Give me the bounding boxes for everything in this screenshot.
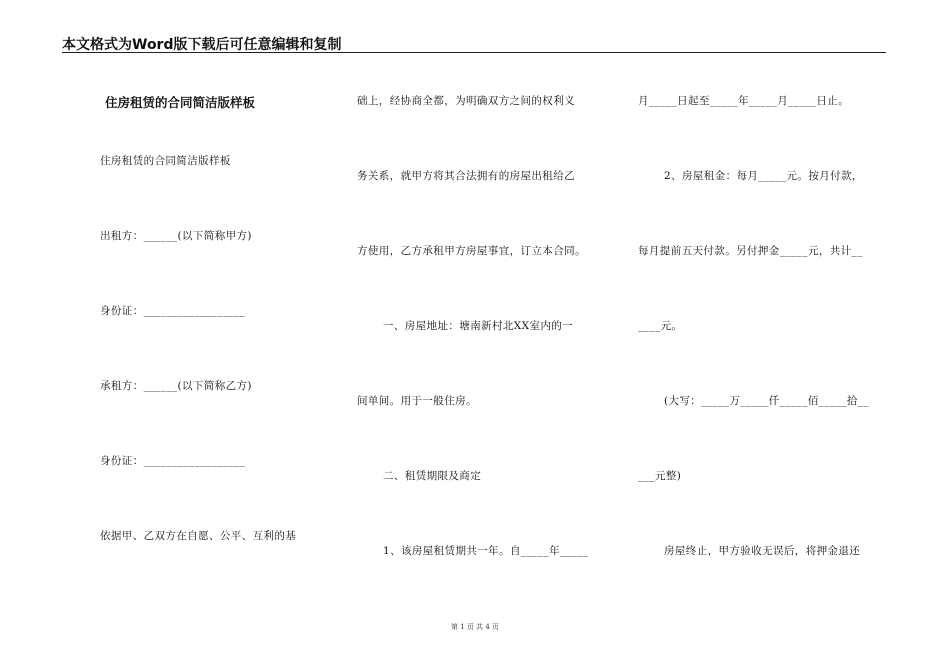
text-line: 身份证：__________________ (100, 305, 246, 317)
page-header: 本文格式为Word版下载后可任意编辑和复制 (62, 37, 342, 53)
text-line: 础上，经协商全都，为明确双方之间的权利义 (357, 95, 575, 107)
text-line: 承租方：______(以下简称乙方) (100, 380, 252, 392)
text-line: 月_____日起至_____年_____月_____日止。 (638, 95, 850, 107)
text-line: ____元。 (638, 320, 683, 332)
text-line: 2、房屋租金：每月_____元。按月付款， (664, 170, 863, 182)
page-number: 第 1 页 共 4 页 (450, 623, 500, 631)
text-line: 二、租赁期限及商定 (383, 470, 482, 482)
header-divider (62, 52, 886, 53)
text-line: 务关系，就甲方将其合法拥有的房屋出租给乙 (357, 170, 575, 182)
text-line: 出租方：______(以下简称甲方) (100, 230, 252, 242)
text-line: 房屋终止，甲方验收无误后，将押金退还 (664, 545, 861, 557)
text-line: 1、该房屋租赁期共一年。自_____年_____ (383, 545, 589, 557)
text-line: ___元整) (638, 470, 682, 482)
text-line: 依据甲、乙双方在自愿、公平、互利的基 (100, 530, 297, 542)
text-line: 方使用，乙方承租甲方房屋事宜，订立本合同。 (357, 245, 586, 257)
text-line: (大写：_____万_____仟_____佰_____拾__ (664, 395, 870, 407)
text-line: 一、房屋地址：塘南新村北XX室内的一 (383, 320, 574, 332)
text-line: 每月提前五天付款。另付押金_____元，共计__ (638, 245, 863, 257)
text-line: 身份证：__________________ (100, 455, 246, 467)
text-line: 住房租赁的合同简洁版样板 (100, 155, 231, 167)
document-title: 住房租赁的合同简洁版样板 (105, 95, 256, 110)
text-line: 间单间。用于一般住房。 (357, 395, 477, 407)
